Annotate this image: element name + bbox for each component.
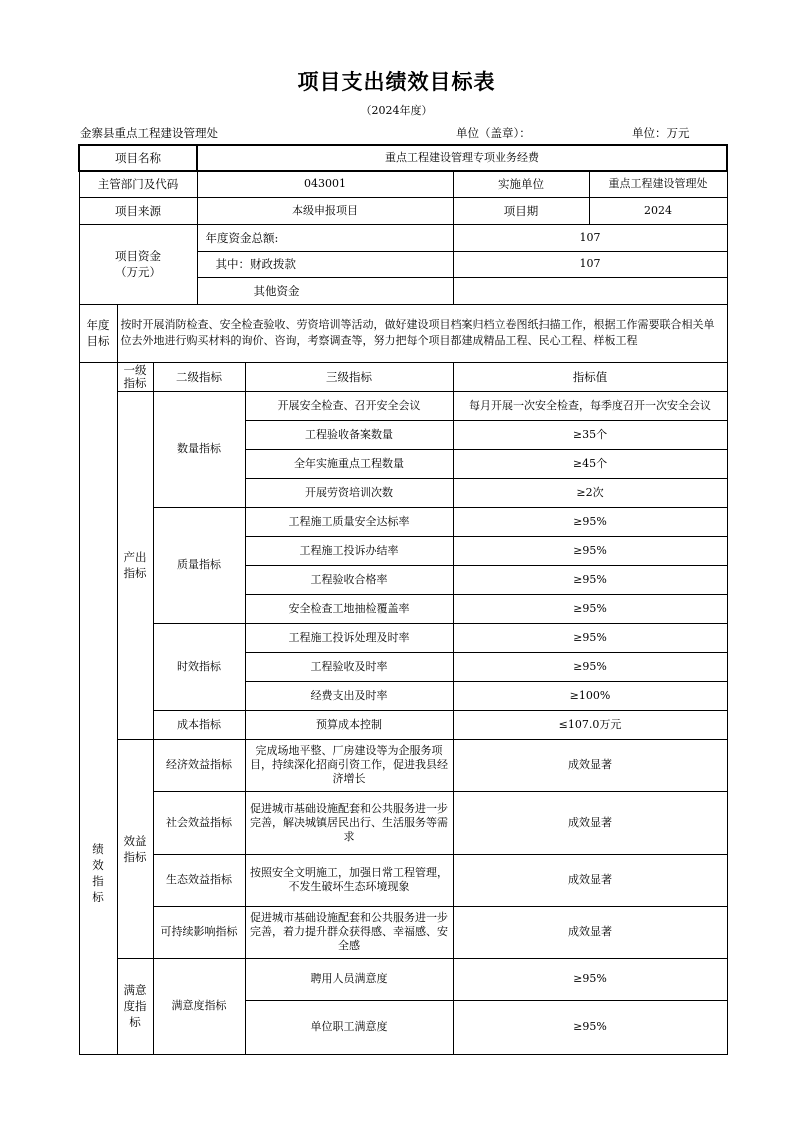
funds-fiscal-label: 其中：财政拨款 [197, 251, 453, 277]
quality-item-name: 工程施工质量安全达标率 [245, 507, 453, 536]
table-row [79, 906, 727, 958]
funds-total-value: 107 [453, 224, 727, 251]
table-row [79, 958, 727, 1000]
table-row [79, 739, 727, 791]
sustainable-item-value: 成效显著 [453, 906, 727, 958]
period-label: 项目期 [453, 197, 589, 224]
header-level3: 三级指标 [245, 362, 453, 391]
economic-item-value: 成效显著 [453, 739, 727, 791]
quality-item-value: ≥95% [453, 565, 727, 594]
row-source [79, 197, 727, 224]
quantity-item-name: 开展劳资培训次数 [245, 478, 453, 507]
funds-label: 项目资金 （万元） [79, 224, 197, 304]
table-row [79, 791, 727, 854]
quantity-item-value: ≥45个 [453, 449, 727, 478]
table-row [79, 507, 727, 536]
quantity-item-value: ≥35个 [453, 420, 727, 449]
unit-seal-label: 单位（盖章）： [456, 126, 531, 140]
quantity-item-name: 工程验收备案数量 [245, 420, 453, 449]
header-level1: 一级 指标 [117, 362, 153, 391]
economic-item-name: 完成场地平整、厂房建设等为企服务项目，持续深化招商引资工作，促进我县经济增长 [245, 739, 453, 791]
timeliness-item-name: 工程验收及时率 [245, 652, 453, 681]
timeliness-item-name: 经费支出及时率 [245, 681, 453, 710]
social-indicator-label: 社会效益指标 [153, 791, 245, 854]
row-funds-total [79, 224, 727, 251]
quality-item-value: ≥95% [453, 536, 727, 565]
table-row [79, 854, 727, 906]
timeliness-item-name: 工程施工投诉处理及时率 [245, 623, 453, 652]
ecological-item-name: 按照安全文明施工，加强日常工程管理，不发生破坏生态环境现象 [245, 854, 453, 906]
cost-indicator-label: 成本指标 [153, 710, 245, 739]
funds-other-value [453, 277, 727, 304]
period-value: 2024 [589, 197, 727, 224]
funds-other-label: 其他资金 [197, 277, 453, 304]
funds-total-label: 年度资金总额: [197, 224, 453, 251]
quality-item-value: ≥95% [453, 594, 727, 623]
satisfaction-item-name: 单位职工满意度 [245, 1000, 453, 1054]
quantity-item-value: 每月开展一次安全检查，每季度召开一次安全会议 [453, 391, 727, 420]
funds-fiscal-value: 107 [453, 251, 727, 277]
row-dept [79, 171, 727, 197]
project-name-label: 项目名称 [79, 145, 197, 171]
social-item-value: 成效显著 [453, 791, 727, 854]
ecological-item-value: 成效显著 [453, 854, 727, 906]
table-row [79, 710, 727, 739]
output-indicator-label: 产出 指标 [117, 391, 153, 739]
satisfaction-indicator-label: 满意 度指 标 [117, 958, 153, 1054]
quality-item-name: 工程施工投诉办结率 [245, 536, 453, 565]
performance-table [78, 144, 728, 1055]
dept-value: 043001 [197, 171, 453, 197]
org-name: 金寨县重点工程建设管理处 [80, 126, 218, 140]
source-label: 项目来源 [79, 197, 197, 224]
row-annual-goal [79, 304, 727, 362]
timeliness-item-value: ≥100% [453, 681, 727, 710]
header-level2: 二级指标 [153, 362, 245, 391]
indicator-section-label: 绩 效 指 标 [79, 362, 117, 1054]
year-label: （2024年度） [360, 104, 433, 117]
satisfaction-sub-label: 满意度指标 [153, 958, 245, 1054]
header-value: 指标值 [453, 362, 727, 391]
cost-item-value: ≤107.0万元 [453, 710, 727, 739]
quality-item-name: 安全检查工地抽检覆盖率 [245, 594, 453, 623]
quality-indicator-label: 质量指标 [153, 507, 245, 623]
sustainable-indicator-label: 可持续影响指标 [153, 906, 245, 958]
timeliness-item-value: ≥95% [453, 623, 727, 652]
project-name-value: 重点工程建设管理专项业务经费 [197, 145, 727, 171]
timeliness-indicator-label: 时效指标 [153, 623, 245, 710]
benefit-indicator-label: 效益 指标 [117, 739, 153, 958]
source-value: 本级申报项目 [197, 197, 453, 224]
dept-label: 主管部门及代码 [79, 171, 197, 197]
table-row [79, 623, 727, 652]
quantity-item-name: 全年实施重点工程数量 [245, 449, 453, 478]
table-row [79, 391, 727, 420]
social-item-name: 促进城市基础设施配套和公共服务进一步完善，解决城镇居民出行、生活服务等需求 [245, 791, 453, 854]
economic-indicator-label: 经济效益指标 [153, 739, 245, 791]
impl-value: 重点工程建设管理处 [589, 171, 727, 197]
impl-label: 实施单位 [453, 171, 589, 197]
quantity-item-name: 开展安全检查、召开安全会议 [245, 391, 453, 420]
sustainable-item-name: 促进城市基础设施配套和公共服务进一步完善，着力提升群众获得感、幸福感、安全感 [245, 906, 453, 958]
quality-item-value: ≥95% [453, 507, 727, 536]
cost-item-name: 预算成本控制 [245, 710, 453, 739]
annual-goal-text: 按时开展消防检查、安全检查验收、劳资培训等活动，做好建设项目档案归档立卷图纸扫描工作，根据工作需要联合相关单位去外地进行购买材料的询价、咨询，考察调查等，努力把每个项目都建成精品工程、民心工程、样板工程 [117, 304, 727, 362]
page-title: 项目支出绩效目标表 [297, 70, 496, 94]
row-indicator-header [79, 362, 727, 391]
quantity-indicator-label: 数量指标 [153, 391, 245, 507]
quantity-item-value: ≥2次 [453, 478, 727, 507]
satisfaction-item-value: ≥95% [453, 958, 727, 1000]
timeliness-item-value: ≥95% [453, 652, 727, 681]
ecological-indicator-label: 生态效益指标 [153, 854, 245, 906]
satisfaction-item-name: 聘用人员满意度 [245, 958, 453, 1000]
row-project-name [79, 145, 727, 171]
quality-item-name: 工程验收合格率 [245, 565, 453, 594]
annual-goal-label: 年度 目标 [79, 304, 117, 362]
satisfaction-item-value: ≥95% [453, 1000, 727, 1054]
unit-money-label: 单位：万元 [632, 126, 690, 140]
